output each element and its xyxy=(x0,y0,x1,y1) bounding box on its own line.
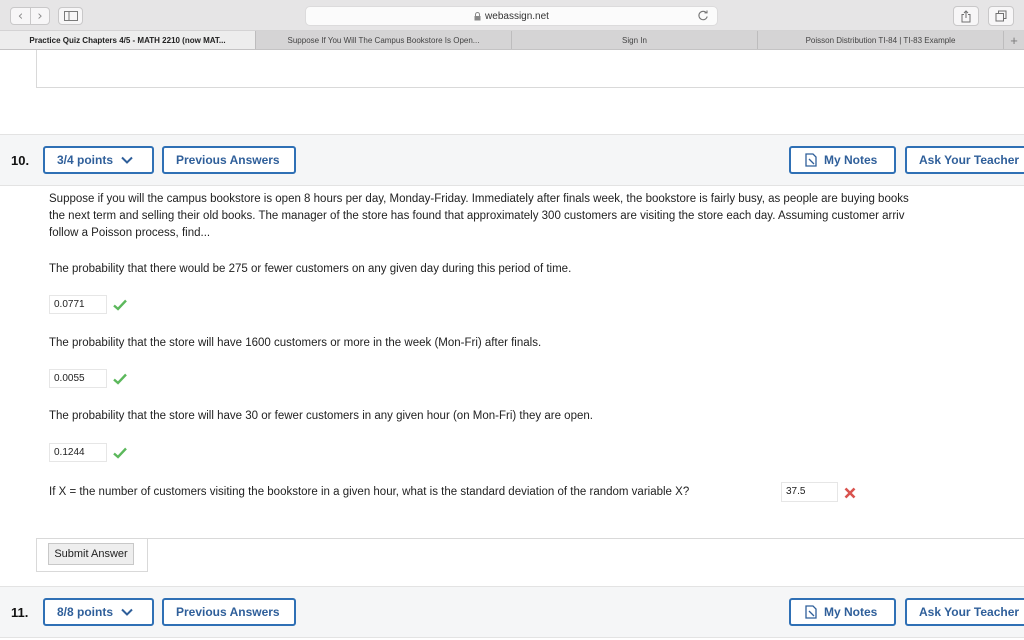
previous-answers-button[interactable] xyxy=(162,598,296,626)
points-dropdown[interactable] xyxy=(43,146,154,174)
question-11-header xyxy=(0,586,1024,638)
previous-question-submit-area xyxy=(36,50,1024,88)
previous-answers-label: Previous Answers xyxy=(176,153,280,167)
ask-teacher-label: Ask Your Teacher xyxy=(919,605,1020,619)
tab-poisson-distribution[interactable]: Poisson Distribution TI-84 | TI-83 Example xyxy=(758,31,1004,49)
previous-answers-button[interactable] xyxy=(162,146,296,174)
forward-button[interactable] xyxy=(30,8,49,24)
address-bar[interactable] xyxy=(305,6,718,26)
x-icon xyxy=(844,487,856,499)
question-number: 10. xyxy=(11,153,30,168)
my-notes-label: My Notes xyxy=(824,153,878,167)
reload-icon[interactable] xyxy=(697,10,709,22)
part-4-prompt: If X = the number of customers visiting the bookstore in a given hour, what is the standard deviation of the random variable X? xyxy=(49,486,690,498)
chevron-down-icon xyxy=(121,156,133,164)
tab-bar xyxy=(0,31,1024,50)
part-3-prompt: The probability that the store will have 30 or fewer customers in any given hour (on Mon-Fri) they are open. xyxy=(49,410,593,422)
part-4-answer-field[interactable]: 37.5 xyxy=(781,482,838,502)
show-tabs-button[interactable] xyxy=(988,6,1014,26)
notes-icon xyxy=(805,153,817,167)
url-text: webassign.net xyxy=(485,10,549,22)
question-number: 11. xyxy=(11,605,29,620)
question-intro xyxy=(49,191,1024,242)
my-notes-button[interactable] xyxy=(789,598,896,626)
check-icon xyxy=(113,299,127,311)
chevron-right-icon: › xyxy=(37,8,43,24)
intro-line-2: the next term and selling their old books. The manager of the store has found that approximately 300 customers are visiting the store each day. Assuming customer arriv xyxy=(49,210,905,222)
chevron-left-icon: ‹ xyxy=(17,8,24,24)
part-3-answer-field[interactable]: 0.1244 xyxy=(49,443,107,462)
tabs-icon xyxy=(995,10,1007,22)
ask-teacher-label: Ask Your Teacher xyxy=(919,153,1020,167)
new-tab-button[interactable]: + xyxy=(1010,32,1018,48)
intro-line-3: follow a Poisson process, find... xyxy=(49,227,211,239)
part-1-answer-field[interactable]: 0.0771 xyxy=(49,295,107,314)
tab-practice-quiz[interactable]: Practice Quiz Chapters 4/5 - MATH 2210 (now MAT... xyxy=(0,31,256,49)
sidebar-icon xyxy=(64,11,78,21)
points-label: 3/4 points xyxy=(57,153,114,167)
part-1-prompt: The probability that there would be 275 or fewer customers on any given day during this period of time. xyxy=(49,263,572,275)
chevron-down-icon xyxy=(121,608,133,616)
check-icon xyxy=(113,447,127,459)
sidebar-toggle-button[interactable] xyxy=(58,7,83,25)
ask-your-teacher-button[interactable] xyxy=(905,598,1024,626)
share-button[interactable] xyxy=(953,6,979,26)
intro-line-1: Suppose if you will the campus bookstore is open 8 hours per day, Monday-Friday. Immediately after finals week, the bookstore is fairly busy, as people are buying books xyxy=(49,193,909,205)
notes-icon xyxy=(805,605,817,619)
browser-toolbar xyxy=(0,0,1024,31)
lock-icon xyxy=(474,12,481,21)
share-icon xyxy=(961,10,971,23)
ask-your-teacher-button[interactable] xyxy=(905,146,1024,174)
back-button[interactable] xyxy=(11,8,30,24)
points-dropdown[interactable] xyxy=(43,598,154,626)
submit-area xyxy=(36,538,1024,572)
points-label: 8/8 points xyxy=(57,605,114,619)
my-notes-button[interactable] xyxy=(789,146,896,174)
check-icon xyxy=(113,373,127,385)
submit-answer-button[interactable]: Submit Answer xyxy=(48,543,134,565)
my-notes-label: My Notes xyxy=(824,605,878,619)
question-10-header xyxy=(0,134,1024,186)
part-2-answer-field[interactable]: 0.0055 xyxy=(49,369,107,388)
tab-bookstore-question[interactable]: Suppose If You Will The Campus Bookstore Is Open... xyxy=(256,31,512,49)
previous-answers-label: Previous Answers xyxy=(176,605,280,619)
tab-sign-in[interactable]: Sign In xyxy=(512,31,758,49)
nav-buttons xyxy=(10,7,50,25)
part-2-prompt: The probability that the store will have 1600 customers or more in the week (Mon-Fri) after finals. xyxy=(49,337,542,349)
